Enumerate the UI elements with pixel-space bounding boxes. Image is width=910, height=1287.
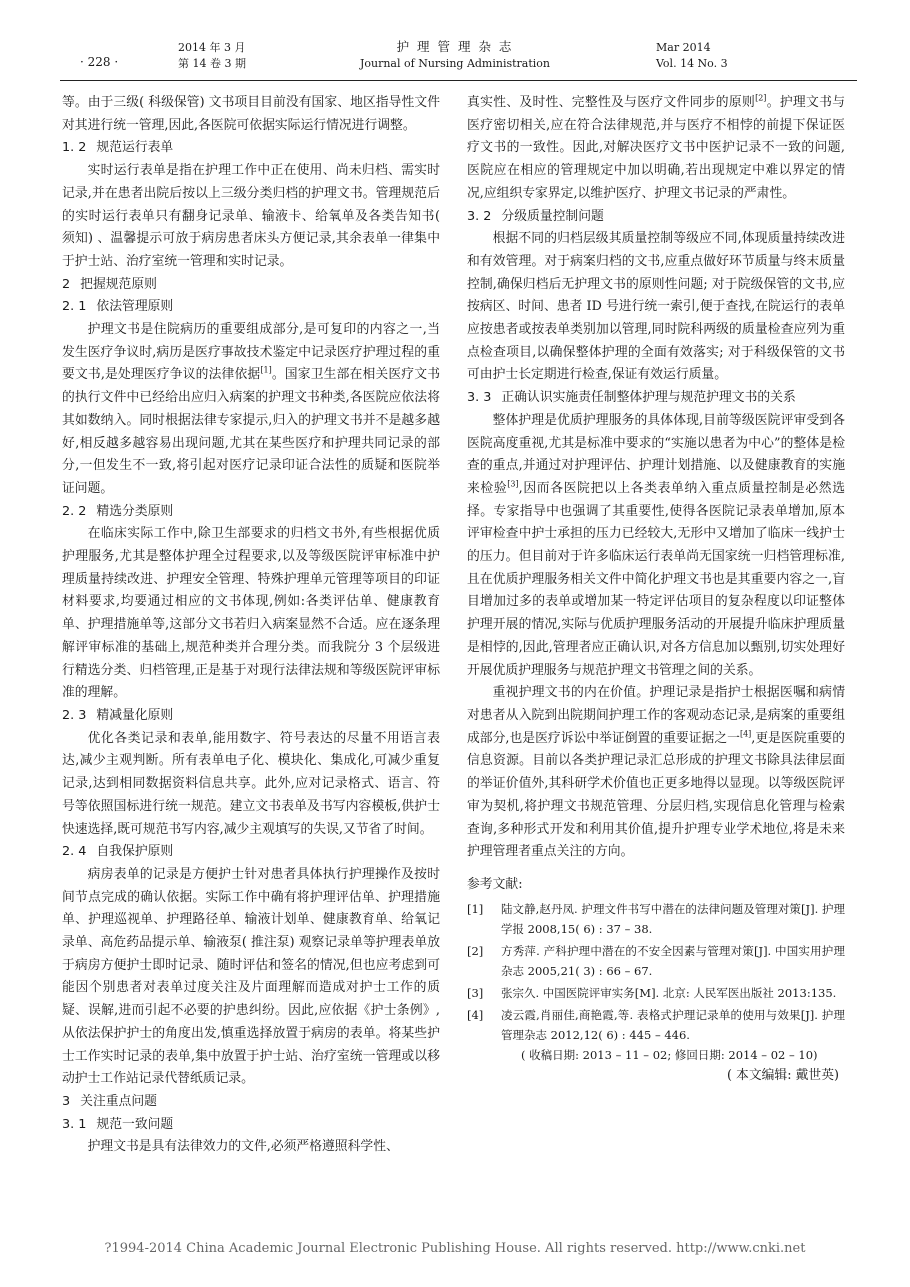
body-paragraph: 护理文书是具有法律效力的文件,必须严格遵照科学性、 [87, 1139, 399, 1155]
section-title: 依法管理原则 [96, 299, 174, 315]
right-column-body [467, 92, 845, 864]
citation-marker: [1] [260, 366, 272, 376]
section-number: 1. 2 [62, 140, 87, 156]
copyright-footer: ?1994-2014 China Academic Journal Electronic Publishing House. All rights reserved. http://www.cnki.net [104, 1241, 806, 1256]
section-heading [467, 387, 845, 410]
body-paragraph: 在临床实际工作中,除卫生部要求的归档文书外,有些根据优质护理服务,尤其是整体护理全过程要求,以及等级医院评审标准中护理质量持续改进、护理安全管理、特殊护理单元管理等项目的印证材料要求,均要通过相应的文书体现,例如:各类评估单、健康教育单、护理措施单等,这部分文书若归入病案显然不合适。应在逐条理解评审标准的基础上,规范种类并合理分类。而我院分 3 个层级进行精选分类、归档管理,正是基于对现行法律法规和等级医院评审标准的理解。 [62, 526, 440, 701]
citation-marker: [4] [739, 729, 752, 739]
citation-marker: [3] [507, 479, 519, 489]
section-number: 3. 2 [467, 208, 492, 224]
reference-item [467, 1005, 845, 1045]
reference-item [467, 941, 845, 981]
section-number: 3 [62, 1093, 71, 1109]
section-number: 2 [62, 276, 71, 292]
left-column [62, 92, 440, 1159]
body-paragraph: 优化各类记录和表单,能用数字、符号表达的尽量不用语言表达,减少主观判断。所有表单电子化、模块化、集成化,可减少重复记录,达到相同数据资料信息共享。此外,应对记录格式、语言、符号等依照国标进行统一规范。建立文书表单及书写内容模板,供护士快速选择,既可规范书写内容,减少主观填写的失误,又节省了时间。 [62, 730, 440, 837]
header-rule [60, 80, 857, 81]
section-heading [467, 206, 845, 229]
section-number: 2. 3 [62, 707, 87, 723]
section-number: 3. 1 [62, 1116, 87, 1132]
reference-text: 陆文静,赵丹凤. 护理文件书写中潜在的法律问题及管理对策[J]. 护理学报 2008,15( 6) : 37 – 38. [501, 901, 845, 936]
reference-list [467, 899, 845, 1045]
citation-marker: [2] [755, 93, 767, 103]
reference-text: 方秀萍. 产科护理中潜在的不安全因素与管理对策[J]. 中国实用护理杂志 2005,21( 3) : 66 – 67. [501, 943, 845, 978]
section-title: 精减量化原则 [96, 707, 174, 723]
received-dates: ( 收稿日期: 2013 – 11 – 02; 修回日期: 2014 – 02 – 10) [521, 1047, 818, 1062]
reference-text: 凌云霞,肖丽佳,商艳霞,等. 表格式护理记录单的使用与效果[J]. 护理管理杂志 2012,12( 6) : 445 – 446. [501, 1007, 845, 1042]
section-title: 自我保护原则 [96, 844, 174, 860]
reference-text: 张宗久. 中国医院评审实务[M]. 北京: 人民军医出版社 2013:135. [501, 985, 837, 1000]
references-title: 参考文献: [467, 876, 523, 892]
page-number: · 228 · [80, 55, 119, 69]
section-title: 关注重点问题 [80, 1093, 157, 1109]
section-heading [62, 501, 440, 524]
body-paragraph: 整体护理是优质护理服务的具体体现,目前等级医院评审受到各医院高度重视,尤其是标准中要求的“实施以患者为中心”的整体是检查的重点,并通过对护理评估、护理计划措施、以及健康教育的实施来检验[3],因而各医院把以上各类表单纳入重点质量控制是必然选择。专家指导中也强调了其重要性,使得各医院记录表单增加,原本评审检查中护士承担的压力已经较大,无形中又增加了临床一线护士的压力。但目前对于许多临床运行表单尚无国家统一归档管理标准,且在优质护理服务相关文件中简化护理文书也是其重要内容之一,盲目增加过多的表单或增加某一特定评估项目的复杂程度以印证整体护理开展的情况,实际与优质护理服务活动的开展提升临床护理质量是相悖的,因此,管理者应正确认识,对各方信息加以甄别,切实处理好开展优质护理服务与规范护理文书管理之间的关系。 [467, 412, 846, 678]
body-paragraph: 护理文书是住院病历的重要组成部分,是可复印的内容之一,当发生医疗争议时,病历是医疗事故技术鉴定中记录医疗护理过程的重要文书,是处理医疗争议的法律依据[1]。国家卫生部在相关医疗文书的执行文件中已经给出应归入病案的护理文书种类,各医院应依法将其如数纳入。同时根据法律专家提示,归入的护理文书并不是越多越好,相反越多越容易出现问题,尤其在某些医疗和护理共同记录的部分,一但发生不一致,将引起对医疗记录印证合法性的质疑和医院举证问题。 [62, 322, 440, 496]
section-number: 2. 1 [62, 299, 87, 315]
issue-date-en: Mar 2014 [656, 41, 711, 54]
reference-number: [3] [467, 985, 484, 1000]
section-title: 正确认识实施责任制整体护理与规范护理文书的关系 [501, 390, 796, 406]
section-heading [62, 841, 440, 864]
section-heading [62, 296, 440, 319]
section-title: 规范运行表单 [96, 140, 174, 156]
volume-en: Vol. 14 No. 3 [656, 57, 728, 70]
body-paragraph: 真实性、及时性、完整性及与医疗文件同步的原则[2]。护理文书与医疗密切相关,应在符合法律规范,并与医疗不相悖的前提下保证医疗文书的一致性。因此,对解决医疗文书中医护记录不一致的问题,医院应在相应的管理规定中加以明确,若出现规定中难以界定的情况,应组织专家界定,以维护医疗、护理文书记录的严肃性。 [467, 93, 846, 201]
reference-number: [2] [467, 943, 484, 958]
journal-title-en: Journal of Nursing Administration [359, 57, 551, 70]
volume-cn: 第 14 卷 3 期 [178, 57, 246, 70]
section-number: 2. 2 [62, 503, 87, 519]
reference-item [467, 899, 845, 939]
reference-item [467, 983, 845, 1003]
reference-number: [1] [467, 901, 484, 916]
right-column [467, 92, 845, 1087]
section-title: 精选分类原则 [96, 503, 174, 519]
references [467, 874, 845, 1087]
section-title: 规范一致问题 [96, 1116, 174, 1132]
body-paragraph: 病房表单的记录是方便护士针对患者具体执行护理操作及按时间节点完成的确认依据。实际工作中确有将护理评估单、护理措施单、护理巡视单、护理路径单、输液计划单、健康教育单、给氧记录单、高危药品提示单、输液泵( 推注泵) 观察记录单等护理表单放于病房方便护士即时记录、随时评估和签名的情况,但也应考虑到可能因个别患者对表单过度关注及片面理解而造成对护士工作的质疑、误解,进而引起不必要的护患纠纷。因此,应依据《护士条例》,从依法保护护士的角度出发,慎重选择放置于病房的表单。将某些护士工作实时记录的表单,集中放置于护士站、治疗室统一管理或以移动护士工作站记录代替纸质记录。 [62, 866, 440, 1087]
section-title: 把握规范原则 [80, 276, 157, 292]
section-number: 2. 4 [62, 844, 87, 860]
body-paragraph: 等。由于三级( 科级保管) 文书项目目前没有国家、地区指导性文件对其进行统一管理,因此,各医院可依据实际运行情况进行调整。 [62, 95, 440, 133]
page-header [0, 36, 910, 76]
body-paragraph: 重视护理文书的内在价值。护理记录是指护士根据医嘱和病情对患者从入院到出院期间护理工作的客观动态记录,是病案的重要组成部分,也是医疗诉讼中举证倒置的重要证据之一[4],更是医院重要的信息资源。目前以各类护理记录汇总形成的护理文书除具法律层面的举证价值外,其科研学术价值也正更多地得以显现。以等级医院评审为契机,将护理文书规范管理、分层归档,实现信息化管理与检索查询,多种形式开发和利用其价值,提升护理专业学术地位,将是未来护理管理者重点关注的方向。 [467, 685, 845, 860]
section-heading [62, 1091, 440, 1114]
editor-credit: ( 本文编辑: 戴世英) [726, 1067, 839, 1083]
section-heading [62, 274, 440, 297]
section-heading [62, 1114, 440, 1137]
body-paragraph: 实时运行表单是指在护理工作中正在使用、尚未归档、需实时记录,并在患者出院后按以上三级分类归档的护理文书。管理规范后的实时运行表单只有翻身记录单、输液卡、给氧单及各类告知书( 须知) 、温馨提示可放于病房患者床头方便记录,其余表单一律集中于护士站、治疗室统一管理和实时记录。 [62, 163, 440, 269]
section-heading [62, 137, 440, 160]
body-paragraph: 根据不同的归档层级其质量控制等级应不同,体现质量持续改进和有效管理。对于病案归档的文书,应重点做好环节质量与终末质量控制,确保归档后无护理文书的原则性问题; 对于院级保管的文书,应按病区、时间、患者 ID 号进行统一索引,便于查找,在院运行的表单应按患者或按表单类别加以管理,同时院科两级的质量检查应列为重点检查项目,以确保整体护理的全面有效落实; 对于科级保管的文书可由护士长定期进行检查,保证有效运行质量。 [467, 231, 845, 383]
issue-date-cn: 2014 年 3 月 [178, 41, 246, 54]
reference-number: [4] [467, 1007, 484, 1022]
section-title: 分级质量控制问题 [501, 208, 604, 224]
section-number: 3. 3 [467, 390, 492, 406]
journal-title-cn: 护 理 管 理 杂 志 [396, 39, 514, 54]
section-heading [62, 705, 440, 728]
